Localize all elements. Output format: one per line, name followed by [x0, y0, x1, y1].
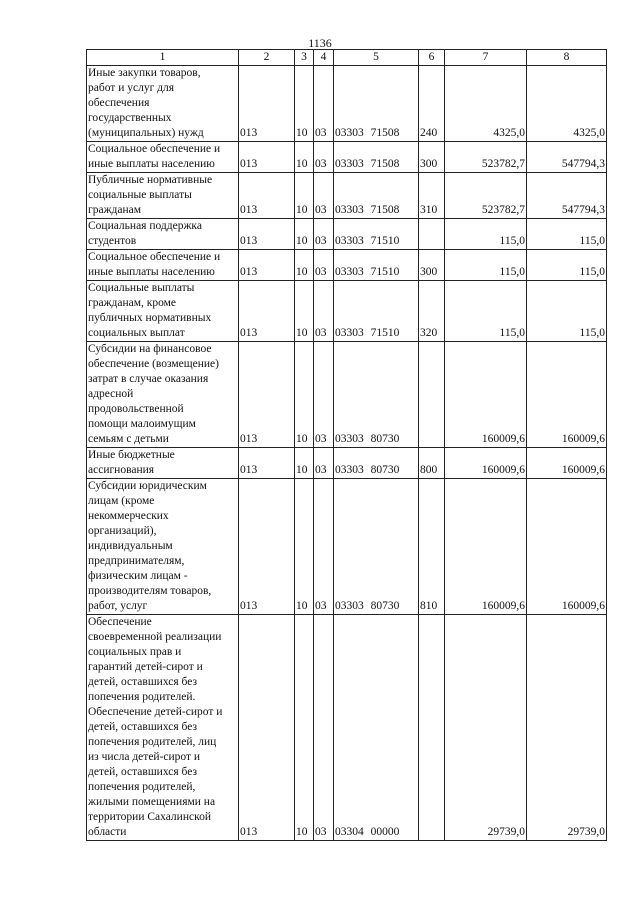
column-header: 2 — [239, 50, 295, 66]
row-amount-year-2: 547794,3 — [527, 173, 607, 219]
row-target-code: 03303 71508 — [334, 173, 419, 219]
budget-table — [86, 49, 607, 841]
row-expense-type-code: 800 — [419, 448, 445, 479]
row-target-code: 03304 00000 — [334, 615, 419, 841]
table-row — [87, 479, 607, 615]
column-header: 5 — [334, 50, 419, 66]
row-amount-year-1: 160009,6 — [445, 342, 527, 448]
row-ministry-code: 013 — [239, 66, 295, 142]
table-row — [87, 142, 607, 173]
row-amount-year-2: 29739,0 — [527, 615, 607, 841]
row-amount-year-1: 4325,0 — [445, 66, 527, 142]
row-expense-type-code: 310 — [419, 173, 445, 219]
row-target-code: 03303 71508 — [334, 142, 419, 173]
row-section-code: 10 — [295, 448, 314, 479]
row-expense-type-code: 300 — [419, 250, 445, 281]
table-row — [87, 219, 607, 250]
row-amount-year-2: 4325,0 — [527, 66, 607, 142]
row-section-code: 10 — [295, 250, 314, 281]
row-target-code: 03303 80730 — [334, 342, 419, 448]
row-name: Социальное обеспечение и иные выплаты населению — [87, 250, 239, 281]
header-row — [87, 50, 607, 66]
row-section-code: 10 — [295, 281, 314, 342]
row-target-code: 03303 71510 — [334, 250, 419, 281]
row-expense-type-code — [419, 219, 445, 250]
column-header: 4 — [314, 50, 334, 66]
column-header: 3 — [295, 50, 314, 66]
table-row — [87, 281, 607, 342]
row-target-code: 03303 80730 — [334, 448, 419, 479]
table-row — [87, 250, 607, 281]
row-name: Субсидии юридическим лицам (кроме некоммерческих организаций), индивидуальным предпринимателям, физическим лицам - производителям товаров, работ, услуг — [87, 479, 239, 615]
row-amount-year-1: 160009,6 — [445, 448, 527, 479]
row-expense-type-code: 320 — [419, 281, 445, 342]
table-row — [87, 173, 607, 219]
row-target-code: 03303 71510 — [334, 219, 419, 250]
row-ministry-code: 013 — [239, 219, 295, 250]
row-expense-type-code: 240 — [419, 66, 445, 142]
row-section-code: 10 — [295, 219, 314, 250]
row-target-code: 03303 71510 — [334, 281, 419, 342]
row-name: Обеспечение своевременной реализации социальных прав и гарантий детей-сирот и детей, оставшихся без попечения родителей. Обеспечение детей-сирот и детей, оставшихся без попечения родителей, лиц из числа детей-сирот и детей, оставшихся без попечения родителей, жилыми помещениями на территории Сахалинской области — [87, 615, 239, 841]
row-section-code: 10 — [295, 66, 314, 142]
row-amount-year-1: 29739,0 — [445, 615, 527, 841]
row-subsection-code: 03 — [314, 219, 334, 250]
row-subsection-code: 03 — [314, 342, 334, 448]
row-ministry-code: 013 — [239, 342, 295, 448]
row-name: Иные закупки товаров, работ и услуг для обеспечения государственных (муниципальных) нужд — [87, 66, 239, 142]
row-name: Иные бюджетные ассигнования — [87, 448, 239, 479]
table-row — [87, 615, 607, 841]
row-amount-year-1: 160009,6 — [445, 479, 527, 615]
row-name: Публичные нормативные социальные выплаты гражданам — [87, 173, 239, 219]
table-row — [87, 66, 607, 142]
row-target-code: 03303 71508 — [334, 66, 419, 142]
row-section-code: 10 — [295, 142, 314, 173]
row-name: Субсидии на финансовое обеспечение (возмещение) затрат в случае оказания адресной продовольственной помощи малоимущим семьям с детьми — [87, 342, 239, 448]
row-name: Социальное обеспечение и иные выплаты населению — [87, 142, 239, 173]
row-amount-year-1: 115,0 — [445, 281, 527, 342]
row-name: Социальные выплаты гражданам, кроме публичных нормативных социальных выплат — [87, 281, 239, 342]
row-amount-year-2: 160009,6 — [527, 448, 607, 479]
row-ministry-code: 013 — [239, 173, 295, 219]
row-expense-type-code — [419, 615, 445, 841]
row-amount-year-1: 523782,7 — [445, 173, 527, 219]
row-target-code: 03303 80730 — [334, 479, 419, 615]
row-amount-year-1: 115,0 — [445, 250, 527, 281]
row-amount-year-2: 115,0 — [527, 281, 607, 342]
column-header: 8 — [527, 50, 607, 66]
row-amount-year-2: 160009,6 — [527, 342, 607, 448]
row-amount-year-2: 547794,3 — [527, 142, 607, 173]
row-ministry-code: 013 — [239, 615, 295, 841]
row-subsection-code: 03 — [314, 281, 334, 342]
column-header: 1 — [87, 50, 239, 66]
row-expense-type-code: 810 — [419, 479, 445, 615]
row-amount-year-1: 523782,7 — [445, 142, 527, 173]
row-ministry-code: 013 — [239, 281, 295, 342]
row-subsection-code: 03 — [314, 173, 334, 219]
row-ministry-code: 013 — [239, 448, 295, 479]
row-subsection-code: 03 — [314, 66, 334, 142]
page-number: 1136 — [308, 36, 332, 50]
row-amount-year-2: 115,0 — [527, 250, 607, 281]
row-amount-year-2: 115,0 — [527, 219, 607, 250]
row-ministry-code: 013 — [239, 479, 295, 615]
row-section-code: 10 — [295, 479, 314, 615]
column-header: 6 — [419, 50, 445, 66]
row-amount-year-1: 115,0 — [445, 219, 527, 250]
row-name: Социальная поддержка студентов — [87, 219, 239, 250]
row-ministry-code: 013 — [239, 250, 295, 281]
row-subsection-code: 03 — [314, 142, 334, 173]
row-expense-type-code — [419, 342, 445, 448]
row-expense-type-code: 300 — [419, 142, 445, 173]
table-row — [87, 342, 607, 448]
row-subsection-code: 03 — [314, 479, 334, 615]
row-amount-year-2: 160009,6 — [527, 479, 607, 615]
row-subsection-code: 03 — [314, 615, 334, 841]
row-section-code: 10 — [295, 173, 314, 219]
row-section-code: 10 — [295, 342, 314, 448]
column-header: 7 — [445, 50, 527, 66]
row-ministry-code: 013 — [239, 142, 295, 173]
row-section-code: 10 — [295, 615, 314, 841]
table-row — [87, 448, 607, 479]
row-subsection-code: 03 — [314, 448, 334, 479]
row-subsection-code: 03 — [314, 250, 334, 281]
